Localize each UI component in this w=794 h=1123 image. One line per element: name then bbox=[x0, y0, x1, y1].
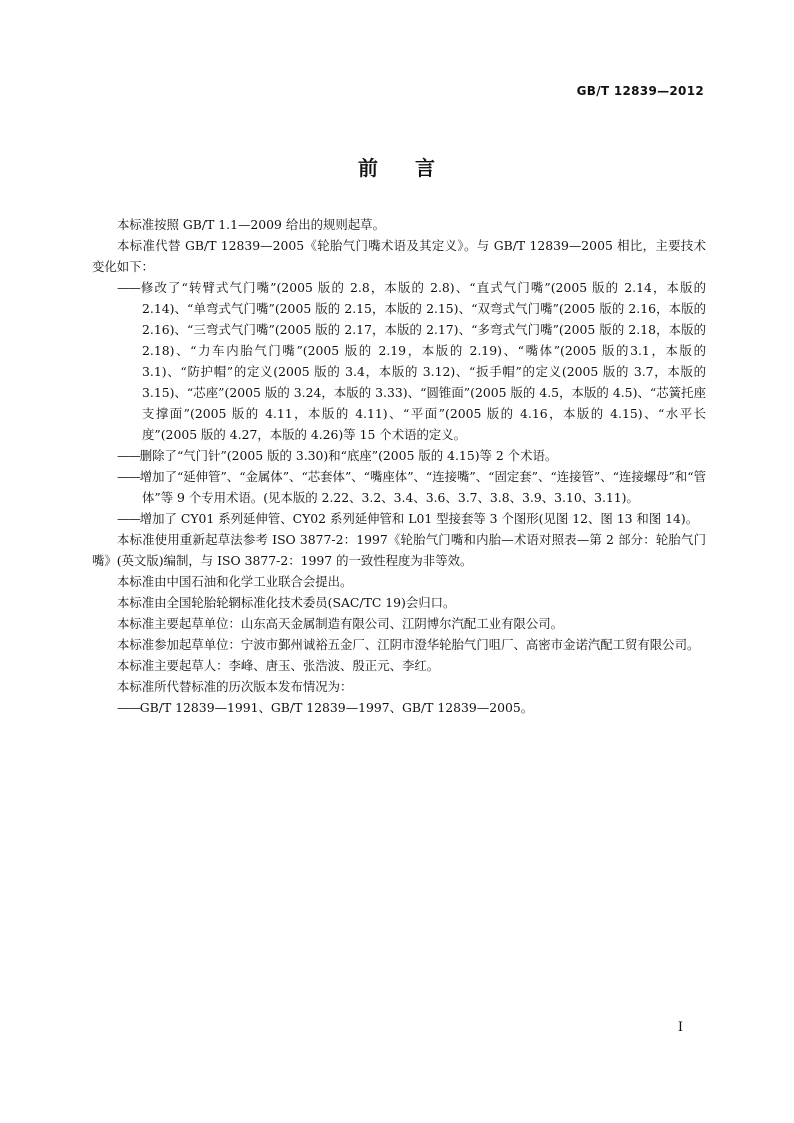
paragraph-participating-units: 本标准参加起草单位：宁波市鄞州诚裕五金厂、江阴市澄华轮胎气门咀厂、高密市金诺汽配工贸有限公司。 bbox=[117, 637, 700, 652]
paragraph-main-drafters-units: 本标准主要起草单位：山东高天金属制造有限公司、江阴博尔汽配工业有限公司。 bbox=[117, 616, 564, 631]
list-item-text: GB/T 12839—1991、GB/T 12839—1997、GB/T 12839—2005。 bbox=[139, 700, 534, 715]
list-item-text: 增加了 CY01 系列延伸管、CY02 系列延伸管和 L01 型接套等 3 个图形(见图 12、图 13 和图 14)。 bbox=[139, 511, 699, 526]
list-item-added-terms bbox=[92, 466, 706, 508]
list-item-deleted-terms bbox=[92, 445, 706, 466]
paragraph-proposed-by: 本标准由中国石油和化学工业联合会提出。 bbox=[117, 574, 353, 589]
page-title bbox=[0, 152, 794, 181]
paragraph-main-drafters: 本标准主要起草人：李峰、唐玉、张浩波、殷正元、李红。 bbox=[117, 658, 440, 673]
list-item-text: 删除了“气门针”(2005 版的 3.30)和“底座”(2005 版的 4.15)等 2 个术语。 bbox=[139, 448, 558, 463]
page-number: I bbox=[677, 1020, 683, 1035]
paragraph-drafting-rules: 本标准按照 GB/T 1.1—2009 给出的规则起草。 bbox=[117, 217, 385, 232]
list-item-added-figures bbox=[92, 508, 706, 529]
header-standard-code: GB/T 12839—2012 bbox=[576, 84, 704, 98]
title-char-1: 前 bbox=[358, 156, 379, 180]
title-char-2: 言 bbox=[415, 156, 436, 180]
paragraph-version-history: 本标准所代替标准的历次版本发布情况为： bbox=[117, 679, 353, 694]
dash-mark: —— bbox=[117, 469, 140, 484]
paragraph-centralized-by: 本标准由全国轮胎轮辋标准化技术委员(SAC/TC 19)会归口。 bbox=[117, 595, 456, 610]
list-item-modified-terms bbox=[92, 277, 706, 445]
dash-mark: —— bbox=[117, 511, 140, 526]
list-item-text: 修改了“转臂式气门嘴”(2005 版的 2.8，本版的 2.8)、“直式气门嘴”(2005 版的 2.14，本版的 2.14)、“单弯式气门嘴”(2005 版的 2.15，本版的 2.15)、“双弯式气门嘴”(2005 版的 2.16，本版的2.16)、“三弯式气门嘴”(2005 版的 2.17，本版的 2.17)、“多弯式气门嘴”(2005 版的 2.18，本版的2.18)、“力车内胎气门嘴”(2005 版的 2.19，本版的 2.19)、“嘴体”(2005 版的3.1，本版的 3.1)、“防护帽”的定义(2005 版的 3.4，本版的 3.12)、“扳手帽”的定义(2005 版的 3.7，本版的 3.15)、“芯座”(2005 版的 3.24，本版的 3.33)、“圆锥面”(2005 版的 4.5，本版的 4.5)、“芯簧托座支撑面”(2005 版的 4.11，本版的 4.11)、“平面”(2005 版的 4.16，本版的 4.15)、“水平长度”(2005 版的 4.27，本版的 4.26)等 15 个术语的定义。 bbox=[139, 280, 706, 442]
dash-mark: —— bbox=[117, 700, 140, 715]
dash-mark: —— bbox=[117, 448, 140, 463]
foreword-content bbox=[92, 214, 706, 718]
list-item-previous-versions bbox=[92, 697, 706, 718]
paragraph-replaces: 本标准代替 GB/T 12839—2005《轮胎气门嘴术语及其定义》。与 GB/T 12839—2005 相比，主要技术变化如下： bbox=[92, 238, 706, 274]
list-item-text: 增加了“延伸管”、“金属体”、“芯套体”、“嘴座体”、“连接嘴”、“固定套”、“连接管”、“连接螺母”和“管体”等 9 个专用术语。(见本版的 2.22、3.2、3.4、3.6、3.7、3.8、3.9、3.10、3.11)。 bbox=[139, 469, 706, 505]
dash-mark: —— bbox=[117, 280, 140, 295]
paragraph-iso-reference: 本标准使用重新起草法参考 ISO 3877-2：1997《轮胎气门嘴和内胎—术语对照表—第 2 部分：轮胎气门嘴》(英文版)编制，与 ISO 3877-2：1997 的一致性程度为非等效。 bbox=[92, 532, 706, 568]
